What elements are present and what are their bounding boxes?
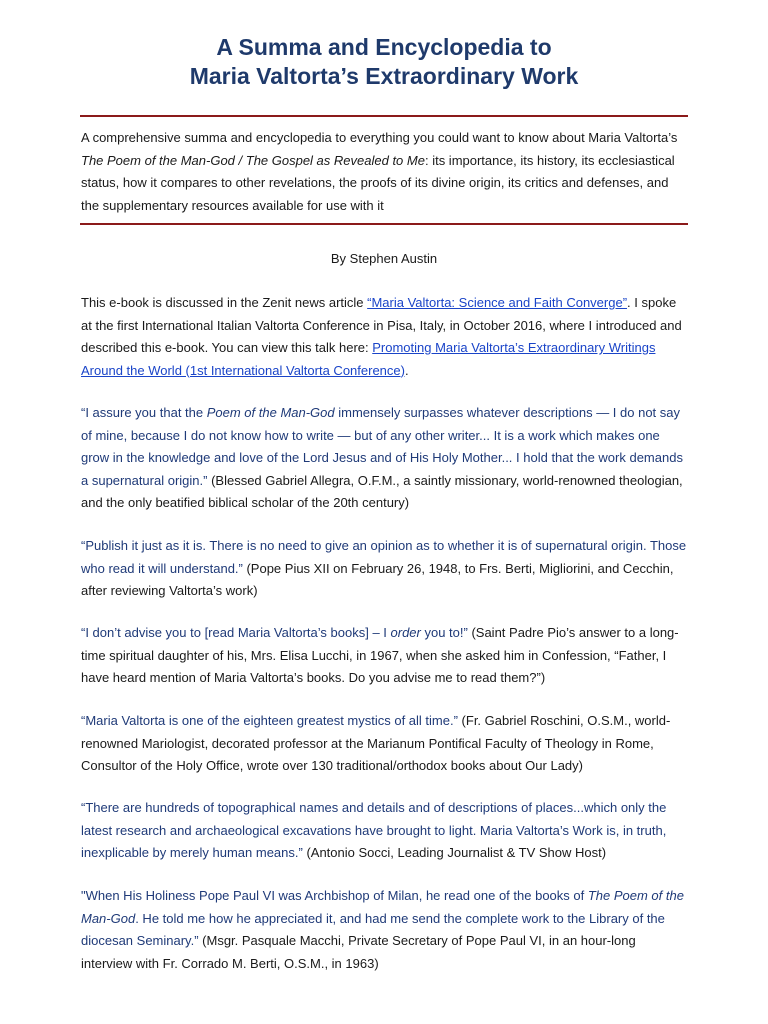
quote-text: immensely surpasses whatever descriptions — I do not say of mine, because I do not know how to write — but of any other writer... It is a work which makes one grow in the knowledge and love of the Lord Jesus and of His Holy Mother... I hold that the work demands a supernatural origin.” — [81, 405, 683, 488]
quote-attribution: (Antonio Socci, Leading Journalist & TV Show Host) — [302, 845, 607, 860]
quote-allegra — [81, 402, 687, 515]
top-divider — [80, 115, 688, 117]
quote-text: “I assure you that the — [81, 405, 207, 420]
quote-text: “Publish it just as it is. There is no need to give an opinion as to whether it is of supernatural origin. Those who read it will understand.” — [81, 538, 687, 576]
conference-talk-link[interactable]: Promoting Maria Valtorta’s Extraordinary Writings Around the World (1st International Valtorta Conference) — [81, 340, 656, 378]
quote-text: “There are hundreds of topographical names and details and of descriptions of places...which only the latest research and archaeological excavations have brought to light. Maria Valtorta’s Work is, in truth, inexplicable by merely human means.” — [81, 800, 667, 860]
quote-attribution: (Pope Pius XII on February 26, 1948, to Frs. Berti, Migliorini, and Cecchin, after reviewing Valtorta’s work) — [81, 560, 674, 598]
quote-attribution: (Saint Padre Pio’s answer to a long-time spiritual daughter of his, Mrs. Elisa Lucchi, in 1967, when she asked him in Confession, “Father, I have heard mention of Maria Valtorta’s books. Do you advise me to read them?”) — [81, 625, 679, 685]
page-title-line-1: A Summa and Encyclopedia to — [216, 34, 552, 60]
summary-paragraph — [81, 127, 687, 217]
quote-text: “I don’t advise you to [read Maria Valtorta’s books] – I — [81, 625, 391, 640]
summary-text-1: A comprehensive summa and encyclopedia to everything you could want to know about Maria Valtorta’s — [81, 130, 678, 145]
quote-text: . He told me how he appreciated it, and had me send the complete work to the Library of the diocesan Seminary.” — [81, 910, 665, 948]
intro-paragraph — [81, 292, 687, 382]
quote-text: "When His Holiness Pope Paul VI was Archbishop of Milan, he read one of the books of — [81, 888, 588, 903]
quote-roschini — [81, 710, 687, 778]
quote-text: you to!” — [420, 625, 468, 640]
bottom-divider — [80, 223, 688, 225]
intro-text-2: . I spoke at the first International Italian Valtorta Conference in Pisa, Italy, in October 2016, where I introduced and described this e-book. You can view this talk here: — [81, 295, 682, 355]
zenit-article-link[interactable]: “Maria Valtorta: Science and Faith Converge” — [367, 295, 628, 310]
quote-italic: Poem of the Man-God — [206, 405, 335, 420]
quote-italic: The Poem of the Man-God — [81, 888, 684, 926]
intro-text-3: . — [404, 362, 409, 378]
summary-text-2: : its importance, its history, its ecclesiastical status, how it compares to other revelations, the proofs of its divine origin, its critics and defenses, and the supplementary resources available for use with it — [81, 152, 675, 213]
quote-attribution: (Fr. Gabriel Roschini, O.S.M., world-renowned Mariologist, decorated professor at the Marianum Pontifical Faculty of Theology in Rome, Consultor of the Holy Office, wrote over 130 traditional/orthodox books about Our Lady) — [81, 713, 671, 773]
author-byline: By Stephen Austin — [330, 251, 438, 266]
summary-work-title: The Poem of the Man-God / The Gospel as Revealed to Me — [81, 152, 425, 168]
page-title-line-2: Maria Valtorta’s Extraordinary Work — [189, 63, 579, 89]
quote-macchi — [81, 885, 687, 975]
intro-text-1: This e-book is discussed in the Zenit news article — [81, 295, 368, 310]
quote-attribution: (Msgr. Pasquale Macchi, Private Secretary of Pope Paul VI, in an hour-long interview with Fr. Corrado M. Berti, O.S.M., in 1963) — [81, 933, 636, 971]
quote-socci — [81, 797, 687, 865]
quote-padre-pio — [81, 622, 687, 690]
quote-pius-xii — [81, 535, 687, 603]
quote-attribution: (Blessed Gabriel Allegra, O.F.M., a saintly missionary, world-renowned theologian, and the only beatified biblical scholar of the 20th century) — [81, 472, 683, 510]
quote-italic: order — [390, 625, 421, 640]
quote-text: “Maria Valtorta is one of the eighteen greatest mystics of all time.” — [81, 713, 458, 728]
